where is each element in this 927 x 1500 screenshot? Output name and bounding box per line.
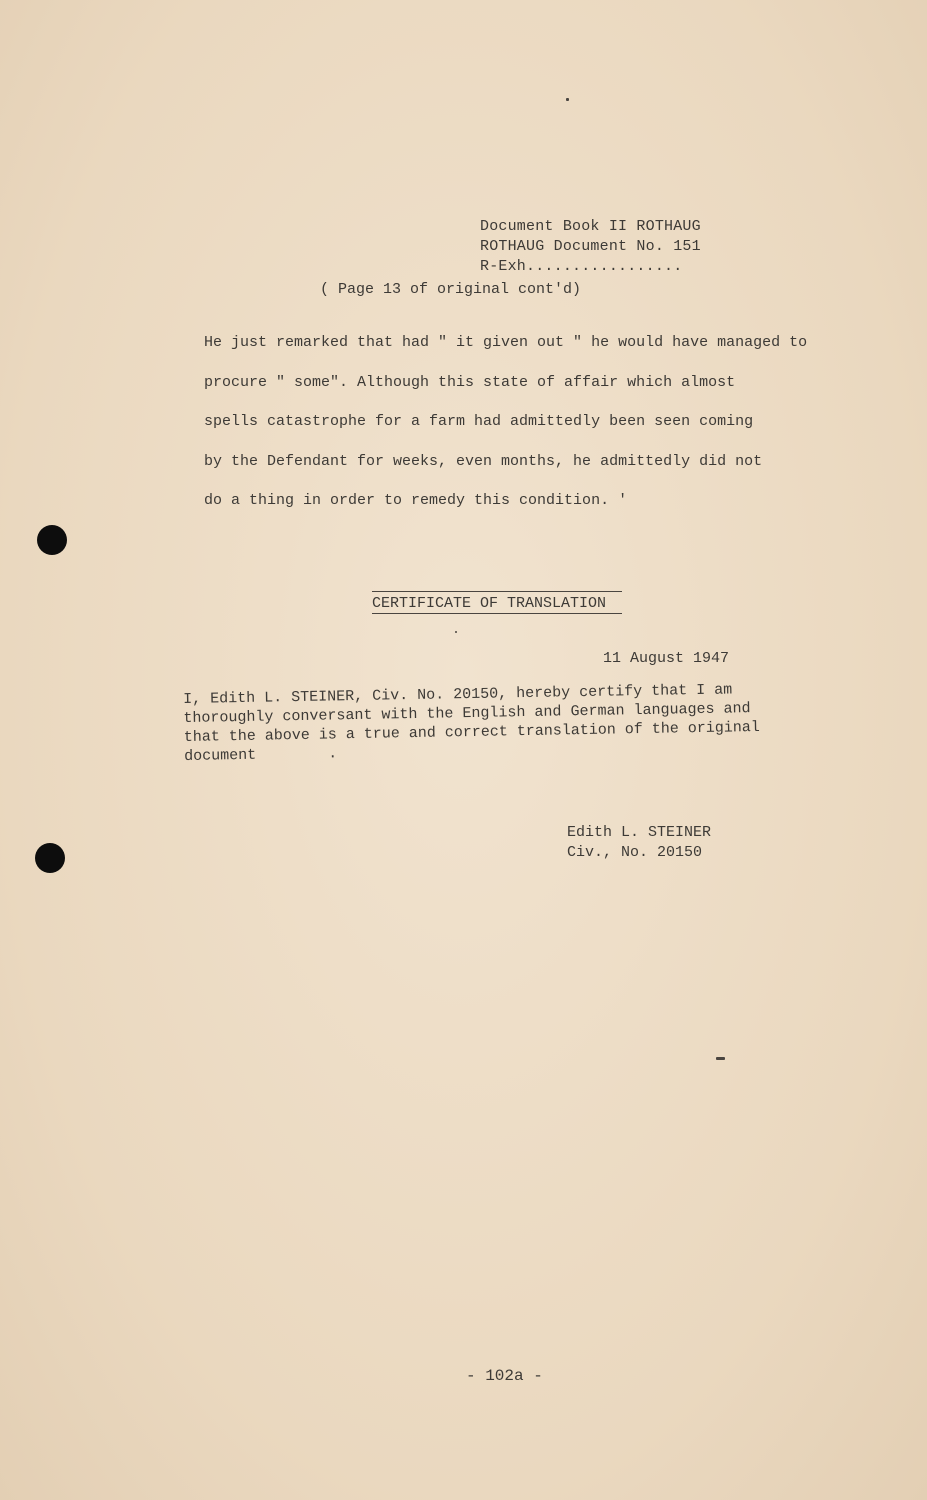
- document-number-line: ROTHAUG Document No. 151: [480, 238, 701, 255]
- certificate-date: 11 August 1947: [603, 650, 730, 667]
- punch-hole-bottom: [35, 843, 65, 873]
- page-number: - 102a -: [466, 1367, 543, 1385]
- punch-hole-top: [37, 525, 67, 555]
- paper-speck: [716, 1057, 725, 1060]
- exhibit-line: R-Exh.................: [480, 258, 683, 275]
- certificate-body: [183, 679, 824, 766]
- testimony-paragraph: [204, 333, 864, 531]
- paragraph-line: do a thing in order to remedy this condition. ': [204, 492, 628, 509]
- paper-speck: [566, 98, 569, 101]
- paragraph-line: by the Defendant for weeks, even months, he admittedly did not: [204, 452, 763, 470]
- paper-speck: [455, 631, 457, 633]
- certificate-line: that the above is a true and correct translation of the original: [183, 718, 760, 746]
- translator-signature: [567, 823, 711, 863]
- document-book-line: Document Book II ROTHAUG: [480, 218, 701, 235]
- signature-civ-number: Civ., No. 20150: [567, 844, 703, 861]
- signature-name: Edith L. STEINER: [567, 824, 712, 841]
- certificate-line: I, Edith L. STEINER, Civ. No. 20150, hereby certify that I am: [183, 681, 733, 708]
- paragraph-line: spells catastrophe for a farm had admittedly been seen coming: [204, 413, 754, 430]
- paragraph-line: He just remarked that had " it given out " he would have managed to: [204, 334, 808, 351]
- certificate-line: thoroughly conversant with the English and German languages and: [183, 700, 751, 727]
- certificate-line: document .: [184, 745, 338, 765]
- document-header: [480, 217, 701, 277]
- certificate-title: CERTIFICATE OF TRANSLATION: [372, 591, 622, 614]
- paragraph-line: procure " some". Although this state of affair which almost: [204, 373, 736, 391]
- page-continuation-note: ( Page 13 of original cont'd): [320, 281, 582, 298]
